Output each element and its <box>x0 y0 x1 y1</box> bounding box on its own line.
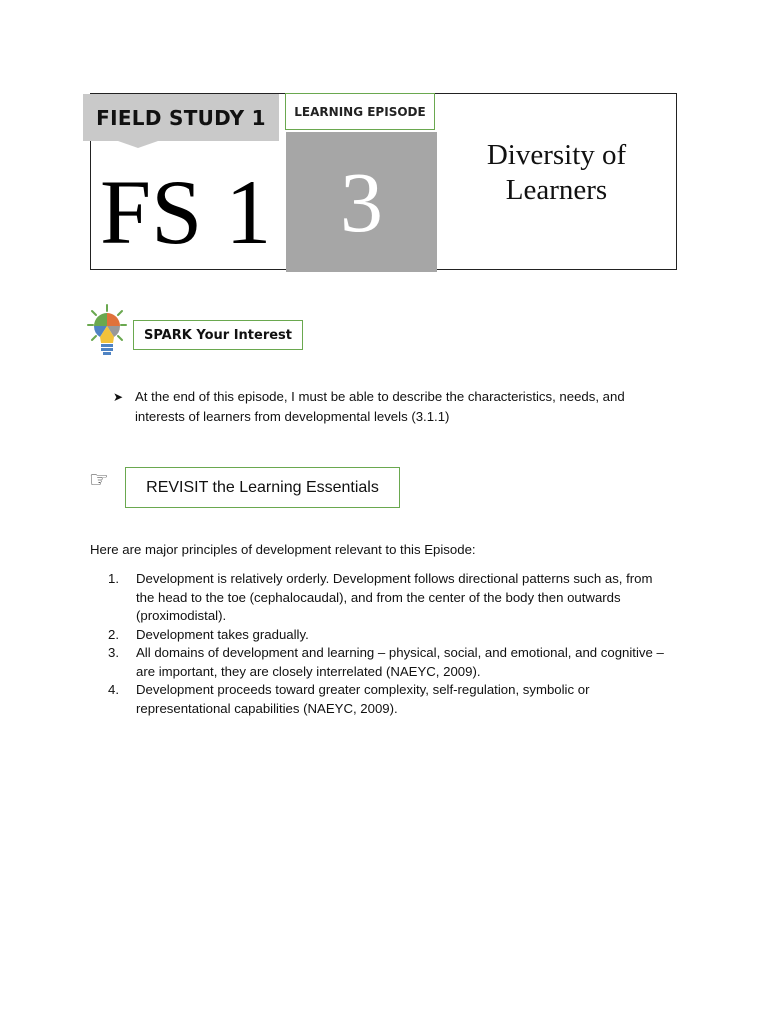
objective-text: At the end of this episode, I must be able to describe the characteristics, needs, and interests of learners from developmental levels (3.1.1) <box>135 389 625 424</box>
banner-notch <box>118 141 158 148</box>
objective-item <box>113 387 673 427</box>
pointing-hand-icon: ☞ <box>89 468 109 493</box>
list-text: All domains of development and learning – physical, social, and emotional, and cognitive – are important, they are closely interrelated (NAEYC, 2009). <box>136 645 664 679</box>
arrowhead-bullet-icon: ➤ <box>113 390 124 404</box>
list-number: 1. <box>108 571 119 586</box>
list-text: Development is relatively orderly. Development follows directional patterns such as, from the head to the toe (cephalocaudal), and from the center of the body then outwards (proximodistal). <box>136 571 653 623</box>
field-study-banner: FIELD STUDY 1 <box>83 94 279 141</box>
list-number: 2. <box>108 626 119 642</box>
list-item <box>108 681 673 718</box>
episode-number: 3 <box>286 132 437 272</box>
list-number: 4. <box>108 682 119 697</box>
episode-title: Diversity of Learners <box>486 138 627 206</box>
principles-list <box>108 570 673 718</box>
list-item <box>108 644 673 681</box>
revisit-heading-text: REVISIT the Learning Essentials <box>146 478 379 496</box>
list-item <box>108 570 673 626</box>
list-text: Development proceeds toward greater complexity, self-regulation, symbolic or representational capabilities (NAEYC, 2009). <box>136 682 590 716</box>
revisit-heading <box>125 467 400 508</box>
lightbulb-icon <box>86 303 128 359</box>
list-number: 3. <box>108 645 119 660</box>
episode-title-area <box>437 93 676 270</box>
principles-intro: Here are major principles of development relevant to this Episode: <box>90 542 476 557</box>
course-code: FS 1 <box>100 161 272 263</box>
spark-heading: SPARK Your Interest <box>133 320 303 350</box>
learning-episode-label: LEARNING EPISODE <box>285 93 435 130</box>
list-item <box>108 626 673 645</box>
list-text: Development takes gradually. <box>136 626 309 642</box>
